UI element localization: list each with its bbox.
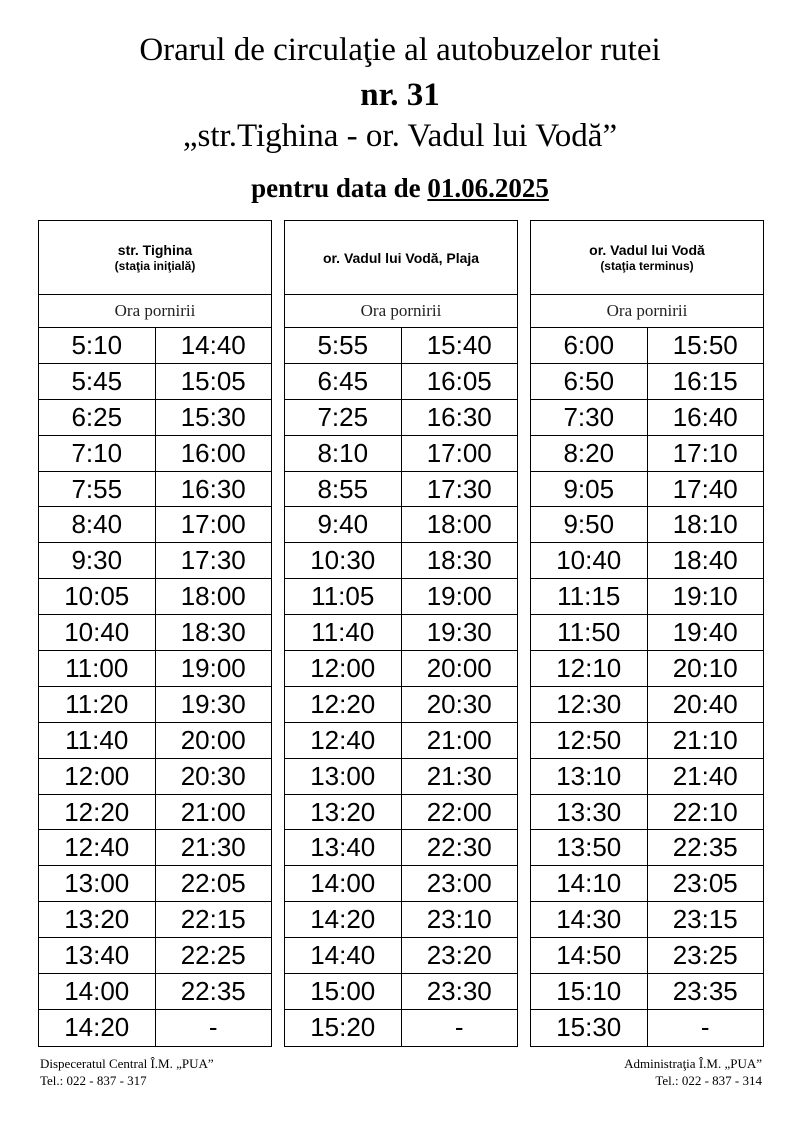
departure-time: - (208, 1012, 218, 1043)
departure-time: 22:10 (672, 796, 738, 827)
table-row (285, 938, 517, 974)
departure-time: 18:00 (180, 581, 246, 612)
departure-time: 10:40 (531, 543, 648, 578)
table-row (531, 759, 763, 795)
departure-time: 7:55 (39, 472, 156, 507)
table-row (39, 795, 271, 831)
departure-time: 17:40 (672, 473, 738, 504)
table-row (531, 795, 763, 831)
table-row (285, 651, 517, 687)
departure-time: 14:10 (531, 866, 648, 901)
table-row (39, 902, 271, 938)
table-row (285, 579, 517, 615)
stop-header (531, 221, 763, 295)
departure-time: 12:50 (531, 723, 648, 758)
stop-header (39, 221, 271, 295)
route-name: „str.Tighina - or. Vadul lui Vodă” (182, 118, 618, 154)
departure-time: 18:30 (180, 617, 246, 648)
departure-time: 10:40 (39, 615, 156, 650)
table-row (39, 866, 271, 902)
departure-time: 11:15 (531, 579, 648, 614)
departure-time: 11:40 (285, 615, 402, 650)
departure-time: 13:30 (531, 795, 648, 830)
stop-name: str. Tighina (117, 242, 193, 258)
departure-time: 6:45 (285, 364, 402, 399)
departure-time: 20:40 (672, 688, 738, 719)
table-row (531, 687, 763, 723)
departure-time: 19:30 (426, 617, 492, 648)
table-row (531, 902, 763, 938)
departure-time: 8:10 (285, 436, 402, 471)
departure-time: 9:40 (285, 507, 402, 542)
departure-time: 6:25 (39, 400, 156, 435)
departure-time: 19:30 (180, 688, 246, 719)
departure-time: 23:15 (672, 904, 738, 935)
table-row (285, 1010, 517, 1046)
departure-time: 14:40 (285, 938, 402, 973)
dispatch-phone: Tel.: 022 - 837 - 317 (40, 1073, 147, 1088)
departure-time: 13:20 (39, 902, 156, 937)
table-row (285, 795, 517, 831)
table-row (531, 866, 763, 902)
departure-time: 11:50 (531, 615, 648, 650)
table-row (285, 472, 517, 508)
dispatch-name: Dispeceratul Central Î.M. „PUA” (40, 1056, 214, 1071)
table-row (39, 400, 271, 436)
table-row (531, 579, 763, 615)
departure-time: 16:15 (672, 365, 738, 396)
departure-time: 15:00 (285, 974, 402, 1009)
date-value: 01.06.2025 (427, 173, 549, 203)
departure-time: 19:00 (180, 652, 246, 683)
date-line (0, 173, 800, 204)
departure-time: 15:30 (531, 1010, 648, 1046)
route-number: nr. 31 (360, 77, 440, 113)
departure-time: 22:30 (426, 832, 492, 863)
departure-time: 15:10 (531, 974, 648, 1009)
table-row (285, 615, 517, 651)
departure-time: 13:20 (285, 795, 402, 830)
stop-type: (staţia terminus) (600, 259, 694, 273)
departure-time: - (700, 1012, 710, 1043)
departure-time: 23:10 (426, 904, 492, 935)
table-row (285, 830, 517, 866)
table-row (531, 400, 763, 436)
table-row (39, 364, 271, 400)
departure-time: 21:00 (180, 796, 246, 827)
departure-time: 5:55 (285, 328, 402, 363)
departure-time: 15:30 (180, 401, 246, 432)
departure-time: 7:30 (531, 400, 648, 435)
departure-time: 21:30 (180, 832, 246, 863)
departure-time: 21:30 (426, 760, 492, 791)
departure-time: 10:30 (285, 543, 402, 578)
departure-time: 21:00 (426, 724, 492, 755)
table-row (39, 472, 271, 508)
administration-name: Administraţia Î.M. „PUA” (624, 1056, 762, 1071)
table-row (285, 759, 517, 795)
departure-time: 7:25 (285, 400, 402, 435)
departure-time: 6:00 (531, 328, 648, 363)
departure-time: 16:00 (180, 437, 246, 468)
timetable-str-tighina (38, 220, 272, 1047)
departure-time: 11:00 (39, 651, 156, 686)
departure-time: 14:00 (285, 866, 402, 901)
table-row (285, 723, 517, 759)
departure-time: 14:40 (180, 329, 246, 360)
stop-header (285, 221, 517, 295)
stop-name: or. Vadul lui Vodă, Plaja (322, 249, 480, 266)
table-row (531, 974, 763, 1010)
departure-time: 13:40 (285, 830, 402, 865)
departure-time: 12:40 (39, 830, 156, 865)
departure-time: 5:10 (39, 328, 156, 363)
departure-time: 16:30 (426, 401, 492, 432)
table-row (531, 830, 763, 866)
departure-time: 5:45 (39, 364, 156, 399)
departure-time: 20:10 (672, 652, 738, 683)
schedule-title: Orarul de circulaţie al autobuzelor rutei (139, 32, 661, 68)
departure-time: 22:35 (672, 832, 738, 863)
departure-time: 15:50 (672, 329, 738, 360)
departure-time: 23:05 (672, 868, 738, 899)
departure-time: 12:10 (531, 651, 648, 686)
table-row (285, 866, 517, 902)
departure-time: 13:00 (285, 759, 402, 794)
table-row (531, 436, 763, 472)
departure-time: 21:10 (672, 724, 738, 755)
table-row (285, 328, 517, 364)
departure-time: 22:05 (180, 868, 246, 899)
departure-time: 15:40 (426, 329, 492, 360)
departure-time: 20:00 (180, 724, 246, 755)
departure-time: 22:25 (180, 940, 246, 971)
departure-time: 11:20 (39, 687, 156, 722)
departure-time: 18:00 (426, 509, 492, 540)
departure-time: 17:00 (180, 509, 246, 540)
table-row (39, 759, 271, 795)
table-row (285, 364, 517, 400)
departure-time: 9:30 (39, 543, 156, 578)
departure-time: 12:30 (531, 687, 648, 722)
departure-time: 13:50 (531, 830, 648, 865)
departure-time: 7:10 (39, 436, 156, 471)
departure-time: 14:20 (285, 902, 402, 937)
date-label: pentru data de (251, 173, 421, 203)
footer-administration (624, 1055, 762, 1089)
departure-time: 12:40 (285, 723, 402, 758)
administration-phone: Tel.: 022 - 837 - 314 (655, 1073, 762, 1088)
departure-time: 19:00 (426, 581, 492, 612)
departure-time: 14:50 (531, 938, 648, 973)
table-row (531, 615, 763, 651)
departure-time: 11:05 (285, 579, 402, 614)
table-row (285, 974, 517, 1010)
departure-time: 8:40 (39, 507, 156, 542)
timetable-vadul-lui-voda-plaja (284, 220, 518, 1047)
departure-time: 23:35 (672, 975, 738, 1006)
departure-time: 12:20 (285, 687, 402, 722)
table-row (531, 472, 763, 508)
table-row (39, 938, 271, 974)
stop-name: or. Vadul lui Vodă (589, 242, 705, 258)
departure-time: 12:20 (39, 795, 156, 830)
departure-time: 12:00 (285, 651, 402, 686)
table-row (285, 436, 517, 472)
departure-time: 9:05 (531, 472, 648, 507)
departure-time: 20:30 (180, 760, 246, 791)
table-row (285, 543, 517, 579)
departure-time: 16:05 (426, 365, 492, 396)
departure-time: 13:10 (531, 759, 648, 794)
table-row (39, 974, 271, 1010)
departure-time: 14:30 (531, 902, 648, 937)
departure-time: 6:50 (531, 364, 648, 399)
table-row (285, 902, 517, 938)
departure-time: 15:05 (180, 365, 246, 396)
table-row (39, 723, 271, 759)
table-row (531, 723, 763, 759)
departure-time: 19:40 (672, 617, 738, 648)
table-row (531, 651, 763, 687)
table-row (285, 687, 517, 723)
departure-time: 19:10 (672, 581, 738, 612)
departure-time: 16:40 (672, 401, 738, 432)
departure-time: 17:10 (672, 437, 738, 468)
table-row (39, 830, 271, 866)
departure-time: 22:15 (180, 904, 246, 935)
table-row (39, 615, 271, 651)
departure-time: 16:30 (180, 473, 246, 504)
departure-time: 10:05 (39, 579, 156, 614)
departure-time-label: Ora pornirii (285, 295, 517, 328)
departure-time: 8:20 (531, 436, 648, 471)
departure-time: 14:00 (39, 974, 156, 1009)
departure-time: 13:00 (39, 866, 156, 901)
departure-time: 20:30 (426, 688, 492, 719)
table-row (39, 579, 271, 615)
departure-time-label: Ora pornirii (39, 295, 271, 328)
departure-time: 17:30 (180, 545, 246, 576)
departure-time: 14:20 (39, 1010, 156, 1046)
table-row (285, 507, 517, 543)
departure-time: 23:00 (426, 868, 492, 899)
table-row (531, 364, 763, 400)
departure-time: - (454, 1012, 464, 1043)
departure-time: 23:25 (672, 940, 738, 971)
footer-dispatch (40, 1055, 214, 1089)
departure-time: 11:40 (39, 723, 156, 758)
departure-time: 20:00 (426, 652, 492, 683)
table-row (285, 400, 517, 436)
table-row (531, 1010, 763, 1046)
timetable-vadul-lui-voda-terminus (530, 220, 764, 1047)
table-row (39, 328, 271, 364)
departure-time: 23:30 (426, 975, 492, 1006)
table-row (531, 938, 763, 974)
departure-time: 9:50 (531, 507, 648, 542)
table-row (531, 507, 763, 543)
table-row (531, 543, 763, 579)
departure-time: 23:20 (426, 940, 492, 971)
departure-time: 18:30 (426, 545, 492, 576)
table-row (39, 436, 271, 472)
table-row (39, 651, 271, 687)
stop-type: (staţia iniţială) (114, 259, 196, 273)
table-row (39, 1010, 271, 1046)
departure-time: 17:30 (426, 473, 492, 504)
departure-time: 18:10 (672, 509, 738, 540)
table-row (531, 328, 763, 364)
departure-time: 18:40 (672, 545, 738, 576)
departure-time: 13:40 (39, 938, 156, 973)
departure-time: 8:55 (285, 472, 402, 507)
departure-time: 22:00 (426, 796, 492, 827)
table-row (39, 543, 271, 579)
table-row (39, 507, 271, 543)
departure-time: 17:00 (426, 437, 492, 468)
departure-time-label: Ora pornirii (531, 295, 763, 328)
departure-time: 15:20 (285, 1010, 402, 1046)
departure-time: 12:00 (39, 759, 156, 794)
table-row (39, 687, 271, 723)
departure-time: 22:35 (180, 975, 246, 1006)
departure-time: 21:40 (672, 760, 738, 791)
